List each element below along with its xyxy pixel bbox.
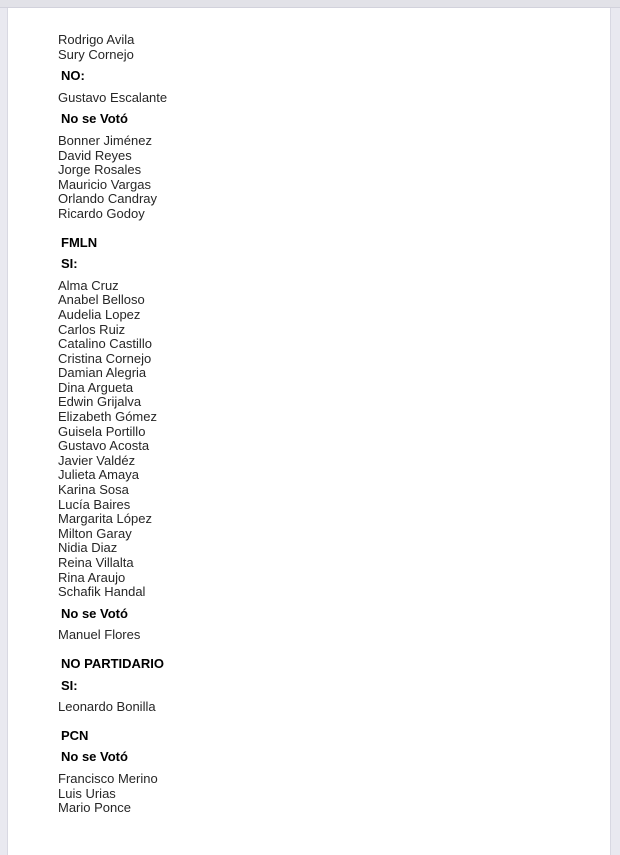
deputy-name: Guisela Portillo bbox=[58, 423, 146, 439]
deputy-name: Karina Sosa bbox=[58, 482, 129, 498]
party-header: NO PARTIDARIO bbox=[61, 655, 165, 671]
deputy-name: Damian Alegria bbox=[58, 365, 147, 381]
deputy-name: Edwin Grijalva bbox=[58, 394, 142, 410]
deputy-name: Mauricio Vargas bbox=[58, 176, 151, 192]
deputy-name: Ricardo Godoy bbox=[58, 205, 145, 221]
deputy-name-list bbox=[58, 628, 590, 643]
party-header: PCN bbox=[61, 727, 89, 743]
deputy-name: Anabel Belloso bbox=[58, 292, 145, 308]
deputy-name: David Reyes bbox=[58, 147, 132, 163]
vote-result-header: SI: bbox=[61, 256, 78, 272]
vote-result-header: No se Votó bbox=[61, 111, 128, 127]
deputy-name: Bonner Jiménez bbox=[58, 132, 152, 148]
deputy-name: Elizabeth Gómez bbox=[58, 409, 157, 425]
deputy-name: Margarita López bbox=[58, 511, 152, 527]
deputy-name: Nidia Diaz bbox=[58, 540, 118, 556]
deputy-name: Rina Araujo bbox=[58, 569, 126, 585]
deputy-name-list bbox=[58, 134, 590, 222]
vote-result-header: No se Votó bbox=[61, 605, 128, 621]
deputy-name: Carlos Ruiz bbox=[58, 321, 126, 337]
deputy-name: Luis Urias bbox=[58, 785, 116, 801]
deputy-name: Sury Cornejo bbox=[58, 46, 134, 62]
deputy-name: Gustavo Escalante bbox=[58, 89, 168, 105]
vote-result-header: No se Votó bbox=[61, 749, 128, 765]
party-header: FMLN bbox=[61, 234, 98, 250]
deputy-name: Leonardo Bonilla bbox=[58, 699, 156, 715]
deputy-name: Jorge Rosales bbox=[58, 162, 142, 178]
deputy-name: Audelia Lopez bbox=[58, 306, 141, 322]
deputy-name: Gustavo Acosta bbox=[58, 438, 150, 454]
deputy-name-list bbox=[58, 91, 590, 106]
deputy-name: Schafik Handal bbox=[58, 584, 146, 600]
deputy-name: Francisco Merino bbox=[58, 770, 158, 786]
deputy-name: Dina Argueta bbox=[58, 379, 134, 395]
deputy-name: Mario Ponce bbox=[58, 800, 131, 816]
deputy-name: Milton Garay bbox=[58, 525, 132, 541]
deputy-name: Javier Valdéz bbox=[58, 452, 136, 468]
deputy-name: Cristina Cornejo bbox=[58, 350, 152, 366]
deputy-name: Alma Cruz bbox=[58, 277, 119, 293]
deputy-name: Lucía Baires bbox=[58, 496, 131, 512]
deputy-name-list bbox=[58, 279, 590, 600]
vote-result-header: NO: bbox=[61, 68, 85, 84]
deputy-name: Manuel Flores bbox=[58, 627, 141, 643]
document-card bbox=[7, 8, 611, 855]
deputy-name-list bbox=[58, 772, 590, 816]
deputy-name: Orlando Candray bbox=[58, 191, 157, 207]
deputy-name-list bbox=[58, 700, 590, 715]
deputy-name: Reina Villalta bbox=[58, 555, 134, 570]
deputy-name: Catalino Castillo bbox=[58, 336, 152, 352]
vote-record-content bbox=[8, 8, 610, 816]
deputy-name: Rodrigo Avila bbox=[58, 32, 135, 47]
deputy-name: Julieta Amaya bbox=[58, 467, 139, 483]
vote-result-header: SI: bbox=[61, 677, 78, 693]
page-background-top-strip bbox=[0, 0, 620, 8]
deputy-name-list bbox=[58, 33, 590, 62]
